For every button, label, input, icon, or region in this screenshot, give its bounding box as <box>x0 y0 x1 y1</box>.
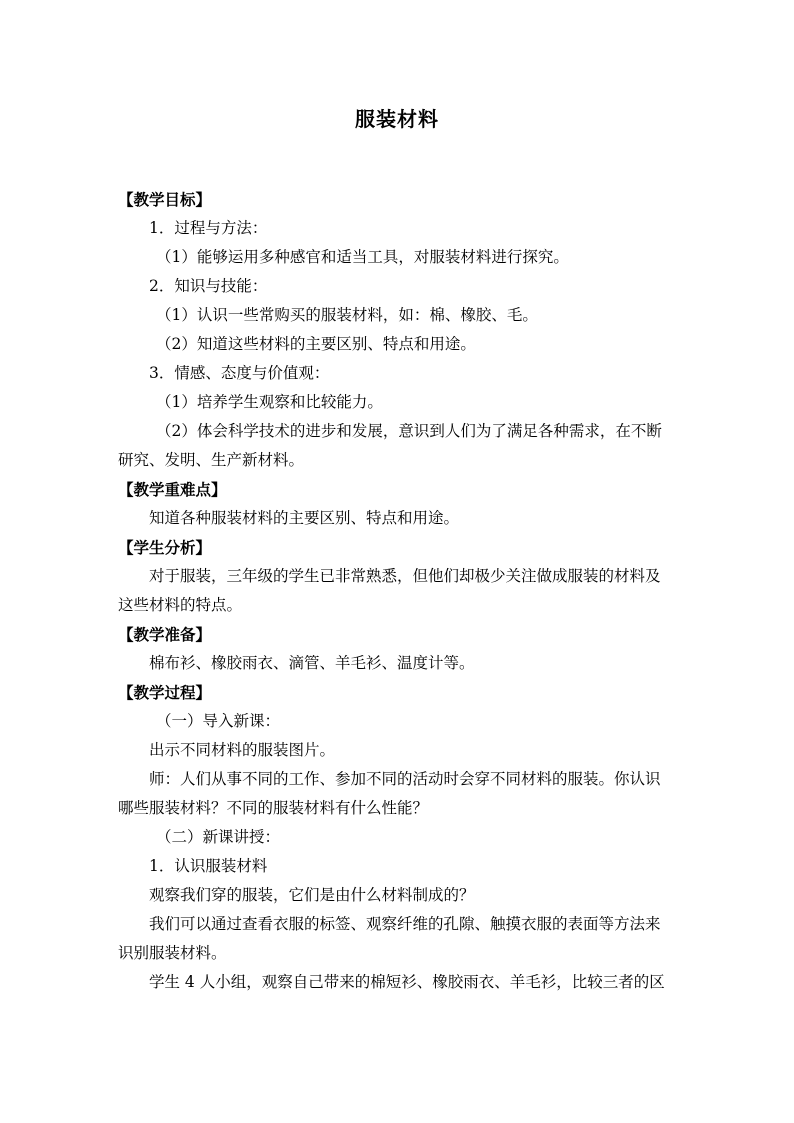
paragraph-line: （2）体会科学技术的进步和发展，意识到人们为了满足各种需求，在不断 <box>156 422 662 440</box>
paragraph-line: （1）能够运用多种感官和适当工具，对服装材料进行探究。 <box>156 248 569 266</box>
document-body <box>118 185 678 997</box>
paragraph-line: 学生 4 人小组，观察自己带来的棉短衫、橡胶雨衣、羊毛衫，比较三者的区 <box>149 973 665 991</box>
paragraph-line: （2）知道这些材料的主要区别、特点和用途。 <box>156 335 476 353</box>
paragraph-line: 师：人们从事不同的工作、参加不同的活动时会穿不同材料的服装。你认识 <box>149 770 661 788</box>
paragraph-line: 出示不同材料的服装图片。 <box>149 741 336 759</box>
paragraph-line: （一）导入新课： <box>156 712 281 730</box>
paragraph-line: 识别服装材料。 <box>118 944 227 962</box>
paragraph-line: 研究、发明、生产新材料。 <box>118 451 305 469</box>
section-heading: 【教学重难点】 <box>118 480 227 499</box>
paragraph-line: 2．知识与技能： <box>149 277 268 295</box>
document-title: 服装材料 <box>355 107 439 131</box>
paragraph-line: 1．认识服装材料 <box>149 857 268 875</box>
paragraph-line: 棉布衫、橡胶雨衣、滴管、羊毛衫、温度计等。 <box>149 654 475 672</box>
paragraph-line: 我们可以通过查看衣服的标签、观察纤维的孔隙、触摸衣服的表面等方法来 <box>149 915 661 933</box>
paragraph-line: （二）新课讲授： <box>156 828 281 846</box>
paragraph-line: 观察我们穿的服装，它们是由什么材料制成的？ <box>149 886 475 904</box>
paragraph-line: （1）认识一些常购买的服装材料，如：棉、橡胶、毛。 <box>156 306 538 324</box>
paragraph-line: （1）培养学生观察和比较能力。 <box>156 393 383 411</box>
paragraph-line: 哪些服装材料？不同的服装材料有什么性能？ <box>118 799 429 817</box>
paragraph-line: 这些材料的特点。 <box>118 596 243 614</box>
section-heading: 【教学目标】 <box>118 190 212 209</box>
section-heading: 【教学过程】 <box>118 683 212 702</box>
paragraph-line: 3．情感、态度与价值观： <box>149 364 330 382</box>
paragraph-line: 对于服装，三年级的学生已非常熟悉，但他们却极少关注做成服装的材料及 <box>149 567 661 585</box>
paragraph-line: 1．过程与方法： <box>149 219 268 237</box>
section-heading: 【学生分析】 <box>118 538 212 557</box>
paragraph-line: 知道各种服装材料的主要区别、特点和用途。 <box>149 509 460 527</box>
section-heading: 【教学准备】 <box>118 625 212 644</box>
